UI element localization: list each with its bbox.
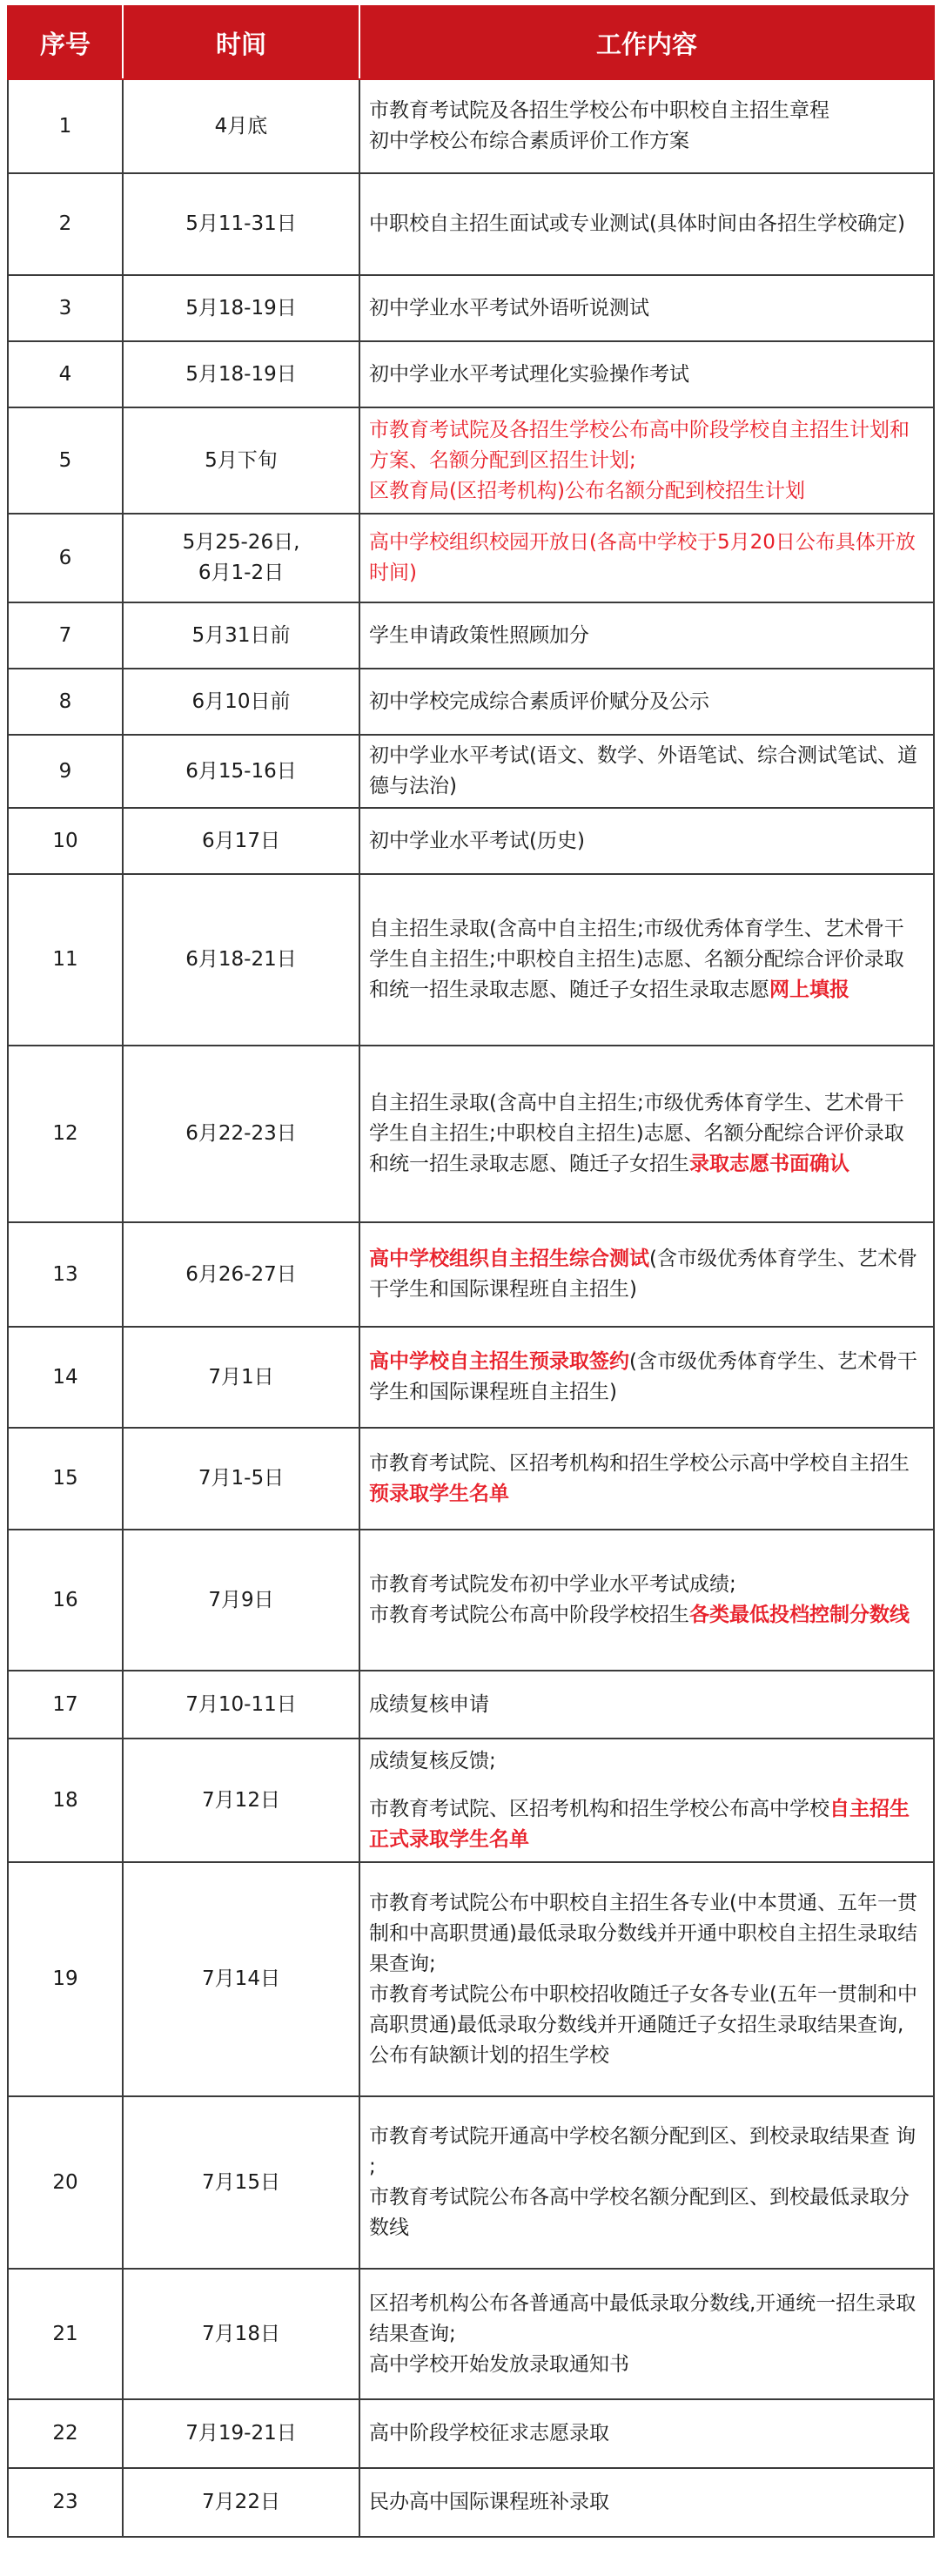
header-no: 序号 — [8, 6, 123, 79]
row-task — [359, 1222, 934, 1327]
task-line — [369, 1746, 923, 1777]
highlight-text: 市教育考试院及各招生学校公布高中阶段学校自主招生计划和方案、名额分配到区招生计划; — [369, 418, 910, 472]
task-text: 学生申请政策性照顾加分 — [369, 623, 589, 647]
task-line — [369, 741, 923, 802]
time-text: 6月22-23日 — [185, 1122, 297, 1145]
row-time — [123, 1739, 359, 1862]
task-line — [369, 1888, 923, 1980]
row-task — [359, 874, 934, 1046]
task-line — [369, 1600, 923, 1631]
table-row — [8, 514, 934, 602]
task-text: 初中学校公布综合素质评价工作方案 — [369, 130, 689, 152]
schedule-sheet — [7, 5, 933, 2538]
time-text: 6月26-27日 — [185, 1262, 297, 1286]
row-number: 10 — [8, 808, 123, 874]
task-text: 市教育考试院、区招考机构和招生学校公示高中学校自主招生 — [369, 1451, 910, 1475]
row-number: 17 — [8, 1671, 123, 1739]
row-task — [359, 2399, 934, 2468]
row-number: 5 — [8, 407, 123, 514]
header-content: 工作内容 — [359, 6, 934, 79]
table-row — [8, 1530, 934, 1671]
task-text: 市教育考试院开通高中学校名额分配到区、到校录取结果查 询 ; — [369, 2125, 916, 2178]
row-time — [123, 341, 359, 407]
time-text: 7月15日 — [202, 2170, 280, 2194]
task-text: 市教育考试院发布初中学业水平考试成绩; — [369, 1573, 736, 1596]
time-text: 5月31日前 — [191, 623, 291, 647]
row-task — [359, 669, 934, 735]
row-task — [359, 2096, 934, 2269]
task-text: (含市级优秀体育学生、艺术骨干学生和国际课程班自主招生) — [369, 1350, 917, 1403]
time-text: 5月18-19日 — [185, 362, 297, 386]
task-text: 初中学业水平考试理化实验操作考试 — [369, 362, 689, 386]
table-row — [8, 1671, 934, 1739]
row-number: 21 — [8, 2269, 123, 2399]
table-body — [8, 79, 934, 2537]
highlight-text: 录取志愿书面确认 — [689, 1153, 849, 1175]
row-number: 19 — [8, 1862, 123, 2096]
time-text: 6月1-2日 — [198, 562, 285, 584]
row-task — [359, 808, 934, 874]
row-task — [359, 602, 934, 669]
row-time — [123, 2269, 359, 2399]
task-line — [369, 1794, 923, 1855]
row-number: 7 — [8, 602, 123, 669]
task-text: 成绩复核反馈; — [369, 1749, 496, 1772]
task-line — [369, 914, 923, 1006]
highlight-text: 预录取学生名单 — [369, 1482, 509, 1505]
task-line — [369, 621, 923, 651]
time-text: 5月25-26日, — [182, 531, 300, 554]
task-line — [369, 360, 923, 390]
task-line — [369, 687, 923, 717]
header-time: 时间 — [123, 6, 359, 79]
row-number: 13 — [8, 1222, 123, 1327]
table-row — [8, 735, 934, 808]
row-time — [123, 2468, 359, 2537]
row-task — [359, 1327, 934, 1428]
row-number: 22 — [8, 2399, 123, 2468]
time-text: 6月15-16日 — [185, 759, 297, 783]
task-text: 高中阶段学校征求志愿录取 — [369, 2422, 609, 2445]
table-header — [8, 6, 934, 79]
task-line — [369, 1088, 923, 1180]
task-line — [369, 1244, 923, 1305]
task-line — [369, 826, 923, 857]
row-number: 11 — [8, 874, 123, 1046]
task-text: 市教育考试院及各招生学校公布中职校自主招生章程 — [369, 99, 829, 122]
task-line — [369, 528, 923, 589]
task-line — [369, 415, 923, 476]
task-line — [369, 2122, 923, 2183]
row-time — [123, 1327, 359, 1428]
row-task — [359, 1739, 934, 1862]
row-task — [359, 341, 934, 407]
task-text: 初中学业水平考试外语听说测试 — [369, 296, 649, 319]
task-line — [369, 126, 923, 157]
row-number: 12 — [8, 1046, 123, 1222]
table-row — [8, 808, 934, 874]
time-text: 7月10-11日 — [185, 1692, 297, 1716]
table-row — [8, 1862, 934, 2096]
table-row — [8, 1428, 934, 1530]
task-text: 市教育考试院公布中职校招收随迁子女各专业(五年一贯制和中高职贯通)最低录取分数线并开通随迁子女招生录取结果查询,公布有缺额计划的招生学校 — [369, 1982, 917, 2067]
time-text: 7月22日 — [202, 2491, 280, 2513]
row-task — [359, 1671, 934, 1739]
task-line — [369, 1449, 923, 1510]
time-text: 7月12日 — [202, 1788, 280, 1812]
row-time — [123, 407, 359, 514]
line-spacer — [369, 1777, 923, 1794]
row-time — [123, 2399, 359, 2468]
table-row — [8, 602, 934, 669]
task-line — [369, 209, 923, 239]
task-line — [369, 2487, 923, 2518]
table-row — [8, 1046, 934, 1222]
highlight-text: 各类最低投档控制分数线 — [689, 1604, 910, 1626]
time-text: 7月14日 — [202, 1967, 280, 1990]
row-number: 1 — [8, 79, 123, 173]
time-text: 5月下旬 — [205, 448, 278, 472]
table-row — [8, 1222, 934, 1327]
row-task — [359, 173, 934, 275]
row-number: 23 — [8, 2468, 123, 2537]
task-text: 市教育考试院公布高中阶段学校招生 — [369, 1604, 689, 1626]
table-row — [8, 1739, 934, 1862]
highlight-text: 网上填报 — [769, 979, 849, 1001]
table-row — [8, 2096, 934, 2269]
task-text: 区招考机构公布各普通高中最低录取分数线,开通统一招生录取结果查询; — [369, 2291, 916, 2345]
row-number: 20 — [8, 2096, 123, 2269]
time-text: 6月17日 — [202, 829, 280, 852]
table-row — [8, 2468, 934, 2537]
table-row — [8, 2399, 934, 2468]
highlight-text: 高中学校组织自主招生综合测试 — [369, 1248, 649, 1270]
time-text: 7月1-5日 — [198, 1467, 285, 1490]
table-row — [8, 407, 934, 514]
task-line — [369, 1570, 923, 1600]
row-number: 6 — [8, 514, 123, 602]
row-time — [123, 275, 359, 341]
row-task — [359, 2269, 934, 2399]
row-task — [359, 407, 934, 514]
task-text: 成绩复核申请 — [369, 1692, 489, 1716]
time-text: 6月18-21日 — [185, 948, 297, 971]
task-text: 初中学业水平考试(历史) — [369, 829, 585, 852]
task-text: 民办高中国际课程班补录取 — [369, 2491, 609, 2513]
row-task — [359, 275, 934, 341]
row-time — [123, 79, 359, 173]
row-task — [359, 1046, 934, 1222]
highlight-text: 高中学校自主招生预录取签约 — [369, 1350, 629, 1373]
highlight-text: 区教育局(区招考机构)公布名额分配到校招生计划 — [369, 479, 805, 502]
row-time — [123, 1862, 359, 2096]
task-text: 自主招生录取(含高中自主招生;市级优秀体育学生、艺术骨干学生自主招生;中职校自主招生)志愿、名额分配综合评价录取和统一招生录取志愿、随迁子女招生 — [369, 1092, 904, 1175]
table-row — [8, 1327, 934, 1428]
row-time — [123, 514, 359, 602]
row-time — [123, 808, 359, 874]
row-number: 9 — [8, 735, 123, 808]
task-line — [369, 476, 923, 507]
task-text: 初中学业水平考试(语文、数学、外语笔试、综合测试笔试、道德与法治) — [369, 744, 917, 797]
table-row — [8, 669, 934, 735]
row-time — [123, 669, 359, 735]
task-line — [369, 1690, 923, 1720]
row-task — [359, 514, 934, 602]
row-time — [123, 2096, 359, 2269]
time-text: 7月1日 — [208, 1365, 274, 1389]
table-row — [8, 874, 934, 1046]
row-task — [359, 1530, 934, 1671]
highlight-text: 自主招生正式录取学生名单 — [369, 1797, 910, 1851]
row-time — [123, 1046, 359, 1222]
task-line — [369, 96, 923, 126]
table-row — [8, 2269, 934, 2399]
time-text: 5月18-19日 — [185, 296, 297, 319]
task-line — [369, 1347, 923, 1408]
task-line — [369, 2418, 923, 2449]
row-time — [123, 735, 359, 808]
table-row — [8, 341, 934, 407]
task-text: 市教育考试院、区招考机构和招生学校公布高中学校 — [369, 1797, 829, 1820]
row-time — [123, 602, 359, 669]
row-number: 3 — [8, 275, 123, 341]
time-text: 6月10日前 — [191, 689, 291, 713]
table-row — [8, 275, 934, 341]
task-text: 高中学校开始发放录取通知书 — [369, 2352, 629, 2376]
row-number: 8 — [8, 669, 123, 735]
time-text: 7月18日 — [202, 2322, 280, 2345]
row-number: 2 — [8, 173, 123, 275]
highlight-text: 高中学校组织校园开放日(各高中学校于5月20日公布具体开放时间) — [369, 531, 916, 584]
schedule-table — [7, 5, 935, 2538]
task-text: 市教育考试院公布各高中学校名额分配到区、到校最低录取分数线 — [369, 2186, 910, 2239]
row-time — [123, 1530, 359, 1671]
task-line — [369, 2350, 923, 2380]
row-number: 18 — [8, 1739, 123, 1862]
task-line — [369, 1980, 923, 2071]
task-text: 自主招生录取(含高中自主招生;市级优秀体育学生、艺术骨干学生自主招生;中职校自主招生)志愿、名额分配综合评价录取和统一招生录取志愿、随迁子女招生录取志愿 — [369, 918, 904, 1001]
task-line — [369, 2289, 923, 2350]
table-row — [8, 79, 934, 173]
task-text: 中职校自主招生面试或专业测试(具体时间由各招生学校确定) — [369, 212, 905, 235]
row-task — [359, 79, 934, 173]
time-text: 7月9日 — [208, 1588, 274, 1611]
row-number: 14 — [8, 1327, 123, 1428]
row-number: 4 — [8, 341, 123, 407]
row-time — [123, 1671, 359, 1739]
row-number: 15 — [8, 1428, 123, 1530]
task-line — [369, 293, 923, 324]
row-number: 16 — [8, 1530, 123, 1671]
row-task — [359, 1428, 934, 1530]
row-time — [123, 173, 359, 275]
row-time — [123, 1428, 359, 1530]
row-task — [359, 2468, 934, 2537]
row-time — [123, 1222, 359, 1327]
time-text: 7月19-21日 — [185, 2422, 297, 2445]
task-text: (含市级优秀体育学生、艺术骨干学生和国际课程班自主招生) — [369, 1248, 917, 1301]
row-task — [359, 1862, 934, 2096]
time-text: 5月11-31日 — [185, 212, 297, 235]
task-line — [369, 2183, 923, 2243]
row-task — [359, 735, 934, 808]
task-text: 市教育考试院公布中职校自主招生各专业(中本贯通、五年一贯制和中高职贯通)最低录取分数线并开通中职校自主招生录取结果查询; — [369, 1891, 917, 1975]
row-time — [123, 874, 359, 1046]
task-text: 初中学校完成综合素质评价赋分及公示 — [369, 689, 709, 713]
table-row — [8, 173, 934, 275]
time-text: 4月底 — [214, 114, 268, 138]
